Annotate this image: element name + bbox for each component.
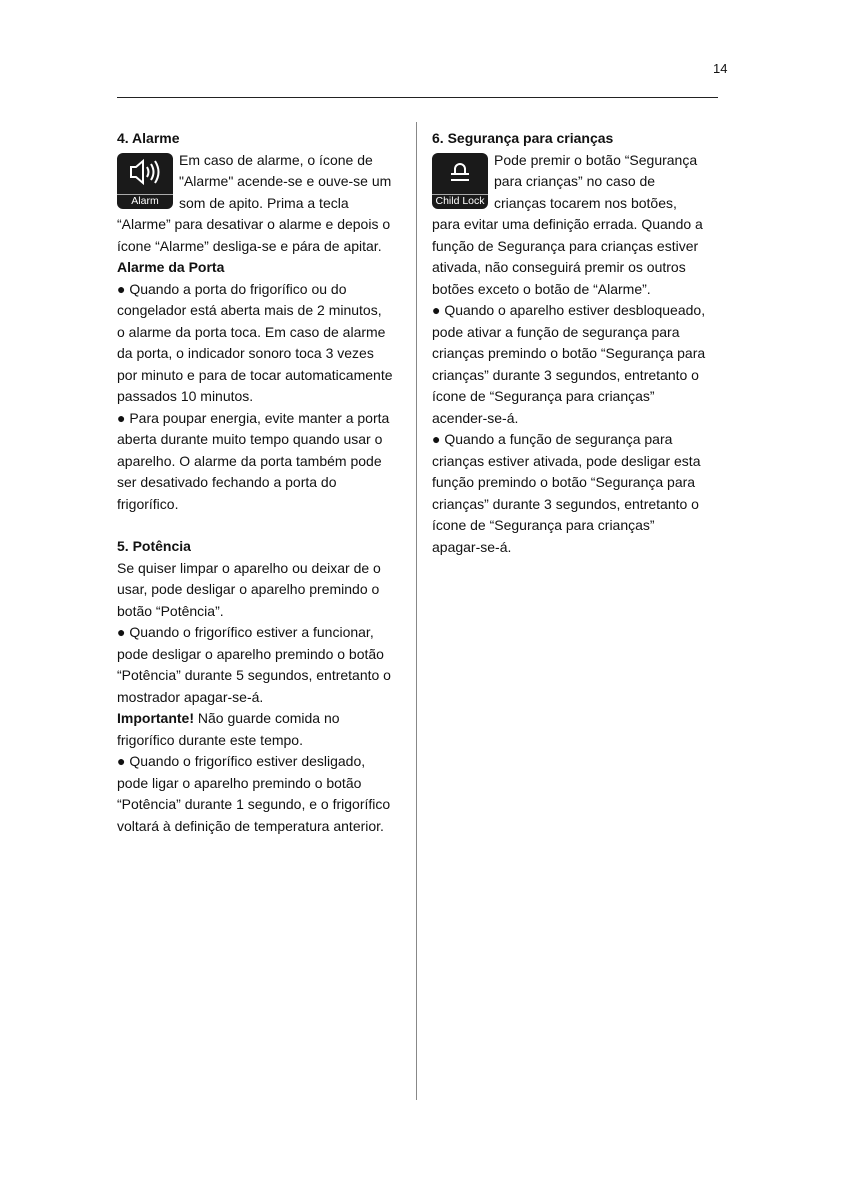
child-lock-intro-line-3: crianças tocarem nos botões, bbox=[494, 194, 677, 211]
alarm-intro-rest-1: “Alarme” para desativar o alarme e depois o bbox=[117, 216, 391, 232]
door-para2-line: ● Para poupar energia, evite manter a porta bbox=[117, 409, 390, 426]
child-lock-intro-rest: ativada, não conseguirá premir os outros bbox=[432, 259, 686, 275]
child-lock-para3-line: crianças estiver ativada, pode desligar esta bbox=[432, 452, 701, 469]
power-para2-line: pode desligar o aparelho premindo o botão bbox=[117, 645, 384, 662]
door-para2-line: ser desativado fechando a porta do bbox=[117, 474, 337, 490]
child-lock-para2-line: crianças premindo o botão “Segurança para bbox=[432, 345, 706, 361]
door-para1-line: ● Quando a porta do frigorífico ou do bbox=[117, 280, 347, 297]
power-para3-line: voltará à definição de temperatura anterior. bbox=[117, 817, 384, 834]
power-para3-line: “Potência” durante 1 segundo, e o frigorífico bbox=[117, 796, 391, 812]
child-lock-para3-line: ícone de “Segurança para crianças” bbox=[432, 517, 655, 533]
important-text: Não guarde comida no bbox=[194, 710, 340, 726]
alarm-intro-line-3: som de apito. Prima a tecla bbox=[179, 194, 349, 211]
child-lock-intro-rest: para evitar uma definição errada. Quando a bbox=[432, 216, 703, 232]
right-column bbox=[432, 128, 716, 558]
door-para2-line: aparelho. O alarme da porta também pode bbox=[117, 452, 382, 469]
alarm-intro-line-2: "Alarme" acende-se e ouve-se um bbox=[179, 173, 392, 189]
important-note bbox=[117, 708, 401, 730]
door-para1-line: por minuto e para de tocar automaticamente bbox=[117, 366, 393, 383]
power-heading: 5. Potência bbox=[117, 538, 191, 554]
power-para3-line: ● Quando o frigorífico estiver desligado, bbox=[117, 753, 366, 769]
door-alarm-heading: Alarme da Porta bbox=[117, 259, 225, 275]
child-lock-intro-rest: função de Segurança para crianças estiver bbox=[432, 237, 699, 254]
child-lock-para2-line: crianças” durante 3 segundos, entretanto o bbox=[432, 366, 699, 383]
child-lock-heading: 6. Segurança para crianças bbox=[432, 130, 614, 146]
child-lock-intro-line-2: para crianças” no caso de bbox=[494, 173, 656, 189]
child-lock-icon-label: Child Lock bbox=[435, 194, 485, 207]
power-para2-line: mostrador apagar-se-á. bbox=[117, 688, 264, 705]
child-lock-para2-line: ● Quando o aparelho estiver desbloqueado, bbox=[432, 302, 706, 318]
child-lock-intro-line-1: Pode premir o botão “Segurança bbox=[494, 151, 698, 168]
power-para1-line: usar, pode desligar o aparelho premindo o bbox=[117, 581, 380, 597]
child-lock-button-icon bbox=[432, 153, 488, 209]
power-para2-line: ● Quando o frigorífico estiver a funcionar, bbox=[117, 624, 374, 640]
child-lock-para2-line: pode ativar a função de segurança para bbox=[432, 323, 680, 340]
important-label: Importante! bbox=[117, 710, 194, 726]
important-note-line-2: frigorífico durante este tempo. bbox=[117, 731, 303, 748]
door-para1-line: congelador está aberta mais de 2 minutos, bbox=[117, 302, 382, 318]
child-lock-intro-rest: botões exceto o botão de “Alarme”. bbox=[432, 280, 651, 297]
child-lock-intro bbox=[432, 150, 716, 215]
alarm-intro-rest-2: ícone “Alarme” desliga-se e pára de apitar. bbox=[117, 237, 382, 254]
power-para3-line: pode ligar o aparelho premindo o botão bbox=[117, 774, 362, 791]
page-number: 14 bbox=[713, 61, 728, 76]
alarm-heading: 4. Alarme bbox=[117, 130, 180, 146]
alarm-icon-label: Alarm bbox=[131, 194, 159, 207]
door-para1-line: passados 10 minutos. bbox=[117, 388, 254, 404]
alarm-intro-line-1: Em caso de alarme, o ícone de bbox=[179, 151, 373, 168]
alarm-intro bbox=[117, 150, 401, 215]
section-gap bbox=[117, 515, 401, 536]
header-rule bbox=[117, 97, 718, 98]
child-lock-para3-line: apagar-se-á. bbox=[432, 538, 512, 555]
door-para1-line: da porta, o indicador sonoro toca 3 vezes bbox=[117, 345, 374, 361]
child-lock-para2-line: acender-se-á. bbox=[432, 409, 519, 426]
power-para1-line: Se quiser limpar o aparelho ou deixar de o bbox=[117, 559, 381, 576]
power-para2-line: “Potência” durante 5 segundos, entretanto o bbox=[117, 667, 391, 683]
alarm-button-icon bbox=[117, 153, 173, 209]
door-para2-line: frigorífico. bbox=[117, 495, 179, 512]
child-lock-para3-line: função premindo o botão “Segurança para bbox=[432, 474, 696, 490]
child-lock-para2-line: ícone de “Segurança para crianças” bbox=[432, 388, 655, 404]
child-lock-para3-line: crianças” durante 3 segundos, entretanto o bbox=[432, 495, 699, 512]
child-lock-para3-line: ● Quando a função de segurança para bbox=[432, 431, 673, 447]
door-para1-line: o alarme da porta toca. Em caso de alarme bbox=[117, 323, 386, 340]
power-para1-line: botão “Potência”. bbox=[117, 602, 224, 619]
left-column bbox=[117, 128, 401, 837]
door-para2-line: aberta durante muito tempo quando usar o bbox=[117, 431, 383, 447]
column-divider bbox=[416, 122, 417, 1100]
